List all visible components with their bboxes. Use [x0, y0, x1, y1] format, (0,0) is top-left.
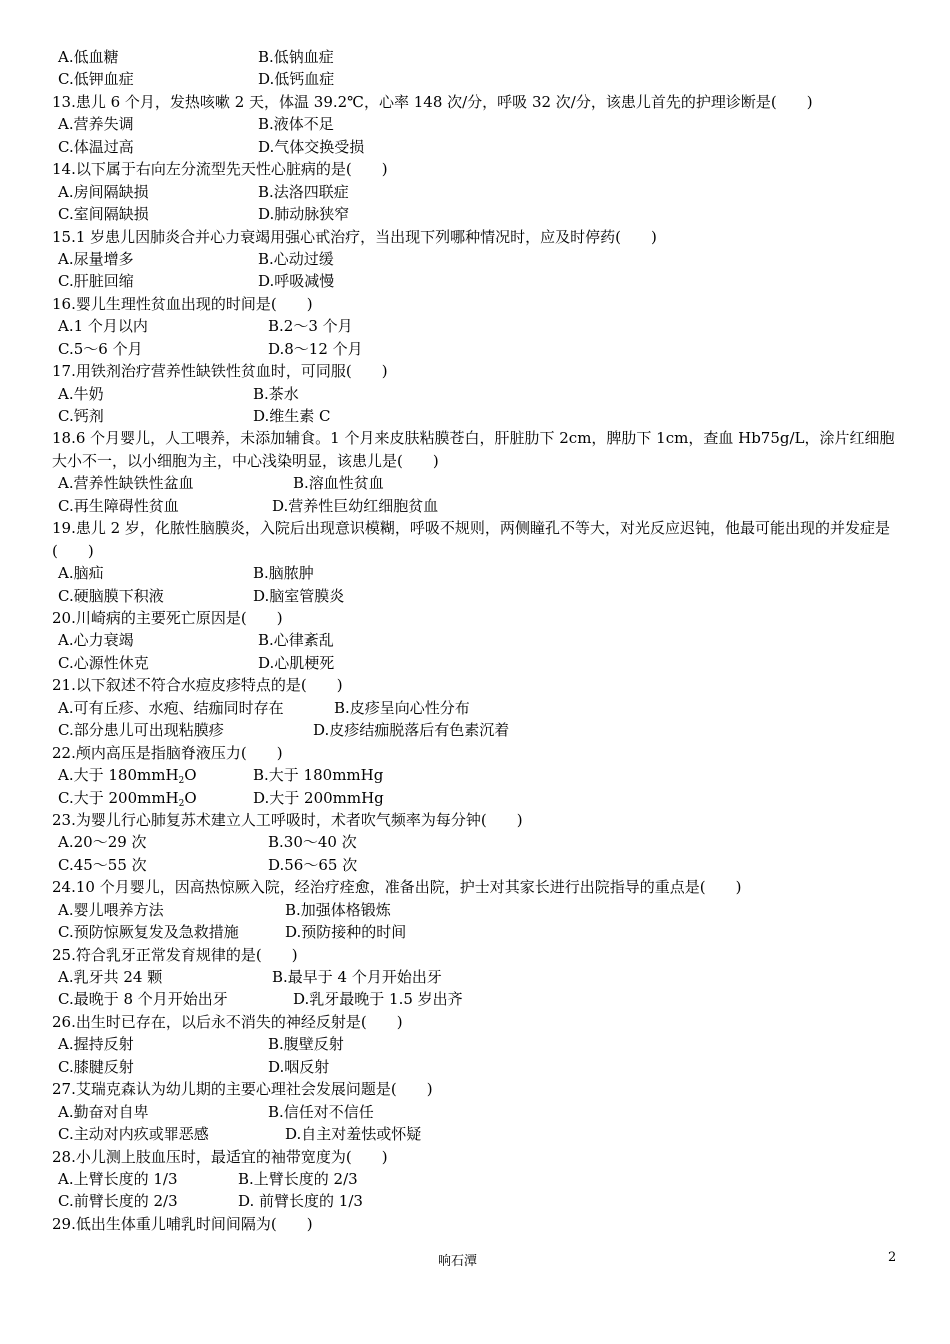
q21-stem: 21.以下叙述不符合水痘皮疹特点的是( ) — [52, 676, 343, 695]
q20-option-b: B.心律紊乱 — [258, 631, 334, 650]
q16-option-d: D.8～12 个月 — [268, 339, 363, 358]
q14-option-a: A.房间隔缺损 — [58, 182, 149, 201]
q28-option-c: C.前臂长度的 2/3 — [58, 1192, 178, 1211]
q23-option-c: C.45～55 次 — [58, 855, 147, 874]
q12-options-row-1 — [52, 46, 902, 68]
q17-option-d: D.维生素 C — [253, 407, 331, 425]
q17-option-c: C.钙剂 — [58, 407, 104, 425]
q21-option-b: B.皮疹呈向心性分布 — [334, 698, 470, 717]
q28-options-row-2 — [52, 1190, 902, 1212]
q20-option-d: D.心肌梗死 — [258, 653, 335, 672]
q16-option-a: A.1 个月以内 — [58, 317, 148, 336]
q25-option-b: B.最早于 4 个月开始出牙 — [272, 968, 442, 986]
q24-stem: 24.10 个月婴儿，因高热惊厥入院，经治疗痊愈，准备出院，护士对其家长进行出院指导的重点是( ) — [52, 878, 742, 897]
q26-option-a: A.握持反射 — [58, 1035, 134, 1054]
q15-option-d: D.呼吸减慢 — [258, 272, 335, 291]
q19-option-d: D.脑室管膜炎 — [253, 586, 345, 605]
q13-option-b: B.液体不足 — [258, 115, 334, 134]
q16-options-row-2 — [52, 338, 902, 360]
q23-options-row-1 — [52, 831, 902, 853]
q19-stem: 19.患儿 2 岁，化脓性脑膜炎，入院后出现意识模糊，呼吸不规则，两侧瞳孔不等大，对光反应迟钝，他最可能出现的并发症是( ) — [52, 519, 890, 560]
q24-option-b: B.加强体格锻炼 — [285, 900, 391, 919]
q15-option-c: C.肝脏回缩 — [58, 272, 134, 291]
q27-option-d: D.自主对羞怯或怀疑 — [285, 1125, 422, 1144]
q12-option-d: D.低钙血症 — [258, 70, 335, 89]
q25-option-c: C.最晚于 8 个月开始出牙 — [58, 990, 228, 1009]
q15-options-row-1 — [52, 248, 902, 270]
q23-stem: 23.为婴儿行心肺复苏术建立人工呼吸时，术者吹气频率为每分钟( ) — [52, 810, 523, 829]
q19-options-row-1 — [52, 562, 902, 584]
q18-stem: 18.6 个月婴儿，人工喂养，未添加辅食。1 个月来皮肤粘膜苍白，肝脏肋下 2cm，脾肋下 1cm，查血 Hb75g/L，涂片红细胞大小不一，以小细胞为主，中心浅染明显，该患儿是( ) — [52, 429, 895, 470]
q23-option-d: D.56～65 次 — [268, 855, 358, 874]
q28-option-a: A.上臂长度的 1/3 — [58, 1169, 178, 1188]
q16-option-c: C.5～6 个月 — [58, 339, 143, 358]
page-number: 2 — [888, 1250, 897, 1265]
q13-stem: 13.患儿 6 个月，发热咳嗽 2 天，体温 39.2℃，心率 148 次/分，呼吸 32 次/分，该患儿首先的护理诊断是( ) — [52, 92, 813, 111]
q14-option-b: B.法洛四联症 — [258, 182, 349, 201]
q13-option-a: A.营养失调 — [58, 115, 134, 134]
q28-option-b: B.上臂长度的 2/3 — [238, 1169, 358, 1188]
q22-options-row-2 — [52, 787, 902, 809]
q22-option-a-subscript: 2 — [178, 776, 185, 787]
q19-option-b: B.脑脓肿 — [253, 564, 314, 583]
q15-option-b: B.心动过缓 — [258, 249, 334, 268]
q24-option-a: A.婴儿喂养方法 — [58, 900, 164, 919]
q13-options-row-1 — [52, 113, 902, 135]
q20-options-row-2 — [52, 652, 902, 674]
q19-option-a: A.脑疝 — [58, 564, 104, 583]
q28-options-row-1 — [52, 1168, 902, 1190]
q22-option-c-suffix: O — [184, 788, 197, 807]
q14-options-row-2 — [52, 203, 902, 225]
q22-options-row-1 — [52, 764, 902, 786]
q18-option-b: B.溶血性贫血 — [293, 474, 384, 493]
q21-option-d: D.皮疹结痂脱落后有色素沉着 — [313, 721, 510, 740]
q24-options-row-1 — [52, 899, 902, 921]
q27-option-c: C.主动对内疚或罪恶感 — [58, 1125, 209, 1144]
q19-option-c: C.硬脑膜下积液 — [58, 586, 164, 605]
q23-options-row-2 — [52, 854, 902, 876]
q17-option-b: B.茶水 — [253, 384, 299, 403]
q13-option-d: D.气体交换受损 — [258, 137, 365, 156]
q21-option-a: A.可有丘疹、水疱、结痂同时存在 — [58, 698, 284, 717]
q20-options-row-1 — [52, 629, 902, 651]
q26-option-d: D.咽反射 — [268, 1057, 330, 1076]
q16-options-row-1 — [52, 315, 902, 337]
q27-options-row-2 — [52, 1123, 902, 1145]
q21-option-c: C.部分患儿可出现粘膜疹 — [58, 721, 224, 740]
q12-option-a: A.低血糖 — [58, 48, 119, 66]
q17-option-a: A.牛奶 — [58, 384, 104, 403]
q18-option-d: D.营养性巨幼红细胞贫血 — [272, 496, 439, 515]
q17-options-row-2 — [52, 405, 902, 427]
footer-text: 响石潭 — [438, 1254, 478, 1269]
q24-option-c: C.预防惊厥复发及急救措施 — [58, 923, 239, 942]
q22-option-a-suffix: O — [184, 766, 197, 785]
q26-options-row-1 — [52, 1033, 902, 1055]
q15-option-a: A.尿量增多 — [58, 249, 134, 268]
q18-options-row-1 — [52, 472, 902, 494]
question-list — [52, 46, 902, 1235]
q27-options-row-1 — [52, 1101, 902, 1123]
q15-options-row-2 — [52, 270, 902, 292]
q22-option-c — [58, 787, 253, 809]
q25-option-a: A.乳牙共 24 颗 — [58, 968, 163, 986]
q17-options-row-1 — [52, 383, 902, 405]
q22-stem: 22.颅内高压是指脑脊液压力( ) — [52, 743, 283, 762]
q14-option-c: C.室间隔缺损 — [58, 205, 149, 224]
q29-stem: 29.低出生体重儿哺乳时间间隔为( ) — [52, 1214, 313, 1233]
q18-option-a: A.营养性缺铁性盆血 — [58, 474, 194, 493]
q25-options-row-1 — [52, 966, 902, 988]
q26-options-row-2 — [52, 1056, 902, 1078]
q22-option-c-text: C.大于 200mmH — [58, 788, 179, 807]
q23-option-b: B.30～40 次 — [268, 833, 357, 852]
q25-stem: 25.符合乳牙正常发育规律的是( ) — [52, 945, 298, 964]
q22-option-c-subscript: 2 — [178, 798, 185, 809]
q15-stem: 15.1 岁患儿因肺炎合并心力衰竭用强心甙治疗，当出现下列哪种情况时，应及时停药( ) — [52, 227, 657, 246]
q12-options-row-2 — [52, 68, 902, 90]
q26-option-c: C.膝腱反射 — [58, 1057, 134, 1076]
q27-option-a: A.勤奋对自卑 — [58, 1102, 149, 1121]
q22-option-d: D.大于 200mmHg — [253, 788, 384, 807]
q14-options-row-1 — [52, 181, 902, 203]
q21-options-row-2 — [52, 719, 902, 741]
q21-options-row-1 — [52, 697, 902, 719]
q14-stem: 14.以下属于右向左分流型先天性心脏病的是( ) — [52, 160, 388, 179]
q14-option-d: D.肺动脉狭窄 — [258, 205, 350, 224]
q22-option-a-text: A.大于 180mmH — [58, 766, 179, 785]
q12-option-b: B.低钠血症 — [258, 48, 334, 66]
q28-stem: 28.小儿测上肢血压时，最适宜的袖带宽度为( ) — [52, 1147, 388, 1166]
q17-stem: 17.用铁剂治疗营养性缺铁性贫血时，可同服( ) — [52, 362, 388, 381]
q12-option-c: C.低钾血症 — [58, 70, 134, 89]
q24-option-d: D.预防接种的时间 — [285, 923, 407, 942]
q16-option-b: B.2～3 个月 — [268, 317, 353, 336]
q20-option-a: A.心力衰竭 — [58, 631, 134, 650]
q27-option-b: B.信任对不信任 — [268, 1102, 374, 1121]
q28-option-d: D. 前臂长度的 1/3 — [238, 1192, 363, 1211]
q16-stem: 16.婴儿生理性贫血出现的时间是( ) — [52, 294, 313, 313]
q20-stem: 20.川崎病的主要死亡原因是( ) — [52, 609, 283, 627]
q23-option-a: A.20～29 次 — [58, 833, 147, 852]
q26-option-b: B.腹壁反射 — [268, 1035, 344, 1054]
q27-stem: 27.艾瑞克森认为幼儿期的主要心理社会发展问题是( ) — [52, 1080, 433, 1099]
q20-option-c: C.心源性休克 — [58, 653, 149, 672]
q22-option-a — [58, 764, 253, 786]
q19-options-row-2 — [52, 585, 902, 607]
q13-option-c: C.体温过高 — [58, 137, 134, 156]
q25-options-row-2 — [52, 988, 902, 1010]
q25-option-d: D.乳牙最晚于 1.5 岁出齐 — [293, 990, 463, 1009]
q13-options-row-2 — [52, 136, 902, 158]
q18-option-c: C.再生障碍性贫血 — [58, 496, 179, 515]
q24-options-row-2 — [52, 921, 902, 943]
q18-options-row-2 — [52, 495, 902, 517]
q26-stem: 26.出生时已存在，以后永不消失的神经反射是( ) — [52, 1012, 403, 1031]
q22-option-b: B.大于 180mmHg — [253, 766, 384, 785]
